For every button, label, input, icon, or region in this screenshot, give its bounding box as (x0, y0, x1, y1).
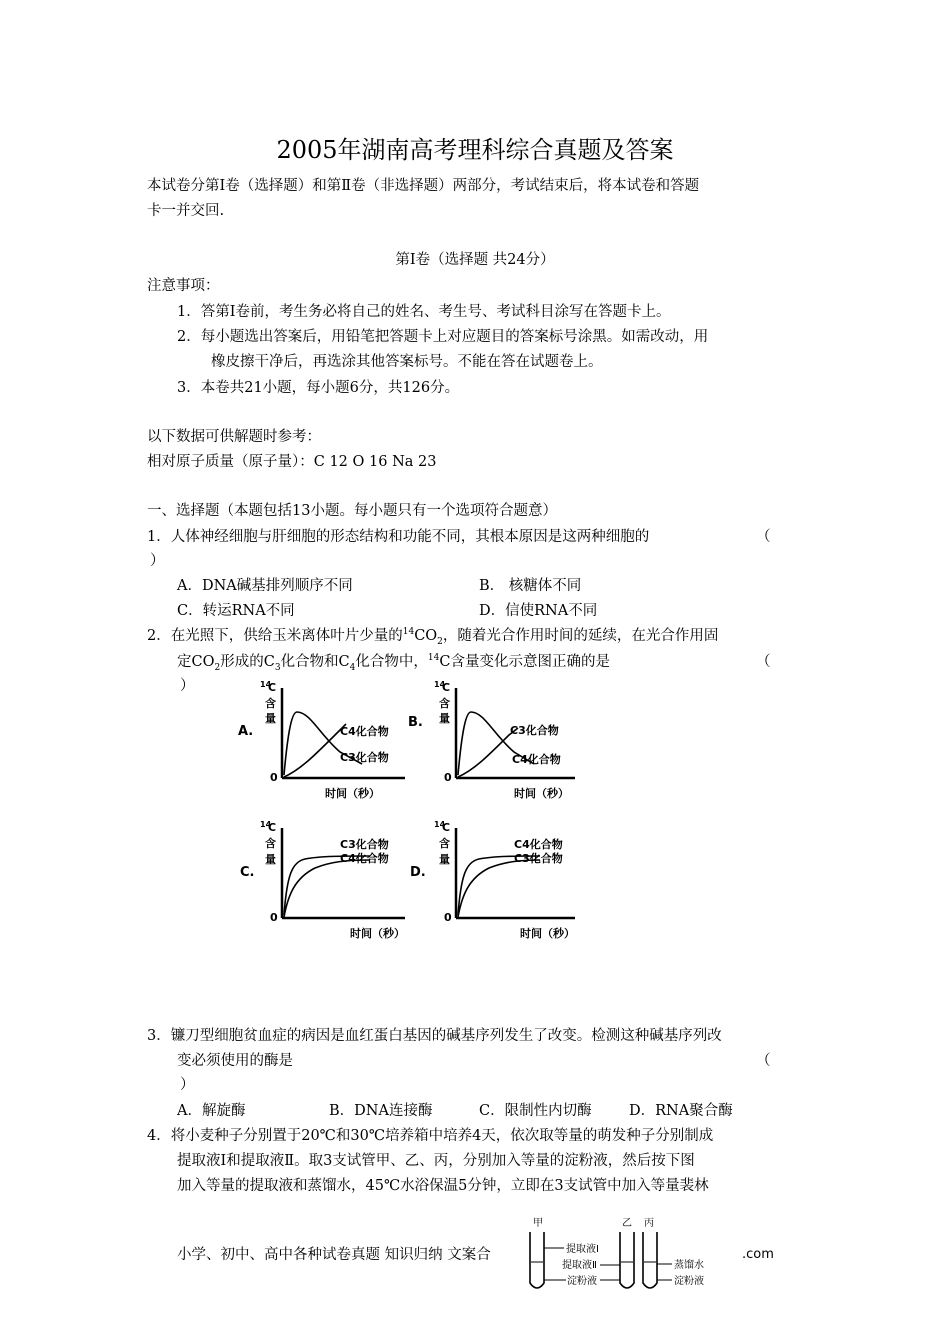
q1-option-b: B． 核糖体不同 (479, 578, 582, 594)
graph-c-label-c3: C3化合物 (340, 838, 389, 851)
graph-d-origin: 0 (444, 911, 452, 924)
test-tube-diagram (530, 1217, 704, 1288)
graph-c-y-liang: 量 (265, 853, 276, 866)
footer-domain: .com (742, 1247, 774, 1262)
graph-b-y-han: 含 (439, 697, 450, 710)
q1-option-a: A．DNA碱基排列顺序不同 (177, 578, 353, 594)
tube-text-starch-right: 淀粉液 (674, 1276, 704, 1287)
graph-d-curve-c3 (458, 860, 540, 917)
notice-item-1: 1．答第Ⅰ卷前，考生务必将自己的姓名、考生号、考试科目涂写在答题卡上。 (177, 304, 671, 320)
graph-c-y-iso: 14 (260, 820, 272, 829)
q4-line-1: 4．将小麦种子分别置于20℃和30℃培养箱中培养4天，依次取等量的萌发种子分别制成 (147, 1128, 714, 1144)
graph-c-curve-c4 (284, 860, 370, 917)
tube-text-starch-left: 淀粉液 (567, 1276, 597, 1287)
graph-c-y-c: C (268, 821, 277, 834)
graph-b-y-c: C (442, 681, 451, 694)
intro-line-1: 本试卷分第Ⅰ卷（选择题）和第Ⅱ卷（非选择题）两部分，考试结束后，将本试卷和答题 (147, 178, 700, 194)
q1-option-c: C．转运RNA不同 (177, 603, 295, 619)
part1-heading: 第Ⅰ卷（选择题 共24分） (395, 252, 555, 268)
q3-stem-line-2: 变必须使用的酶是 (177, 1053, 293, 1069)
q1-paren-close: ） (150, 553, 165, 569)
graph-panel-c (240, 820, 405, 940)
notice-item-3: 3．本卷共21小题，每小题6分，共126分。 (177, 380, 460, 396)
graph-a-label-c4: C4化合物 (340, 725, 389, 738)
graph-c-x-label: 时间（秒） (350, 927, 405, 940)
graph-a-y-iso: 14 (260, 680, 272, 689)
tube-text-extract1: 提取液Ⅰ (566, 1244, 599, 1255)
q1-option-d: D．信使RNA不同 (479, 603, 598, 619)
graph-a-curve-c3 (284, 712, 362, 775)
intro-line-2: 卡一并交回. (147, 203, 225, 219)
q2-paren-open: （ (756, 654, 771, 670)
graph-a-y-liang: 量 (265, 712, 276, 725)
graph-b-label-c3: C3化合物 (510, 724, 559, 737)
q2-stem-line-2: 定$CO_2$形成的$C_3$化合物和$C_4$化合物中，$^{14}$C含量变化示意图正确的是 (177, 653, 610, 673)
q3-option-a: A．解旋酶 (177, 1103, 246, 1119)
graph-a-label-c3: C3化合物 (340, 751, 389, 764)
graph-a-x-label: 时间（秒） (325, 787, 380, 800)
graph-d-y-c: C (442, 821, 451, 834)
q3-stem-line-1: 3．镰刀型细胞贫血症的病因是血红蛋白基因的碱基序列发生了改变。检测这种碱基序列改 (147, 1028, 722, 1044)
reference-line-1: 以下数据可供解题时参考： (147, 429, 321, 445)
graph-d-y-han: 含 (439, 837, 450, 850)
notice-item-2a: 2．每小题选出答案后，用铅笔把答题卡上对应题目的答案标号涂黑。如需改动，用 (177, 329, 709, 345)
notice-item-2b: 橡皮擦干净后，再选涂其他答案标号。不能在答在试题卷上。 (211, 354, 603, 370)
tube-label-jia: 甲 (533, 1218, 543, 1229)
q3-paren-close: ） (180, 1077, 195, 1093)
graph-panel-b (408, 680, 575, 800)
graph-d-y-liang: 量 (439, 853, 450, 866)
graph-d-label-c4: C4化合物 (514, 838, 563, 851)
graph-b-x-label: 时间（秒） (514, 787, 569, 800)
graph-panel-d (410, 820, 575, 940)
tube-jia (530, 1232, 544, 1288)
graph-d-y-iso: 14 (434, 820, 446, 829)
q2-paren-close: ） (180, 678, 195, 694)
graph-c-panel-label: C. (240, 865, 255, 880)
graph-b-panel-label: B. (408, 715, 423, 730)
tube-yi (620, 1232, 634, 1288)
q3-option-b: B．DNA连接酶 (329, 1103, 433, 1119)
q4-line-2: 提取液Ⅰ和提取液Ⅱ。取3支试管甲、乙、丙，分别加入等量的淀粉液，然后按下图 (177, 1153, 695, 1169)
graph-a-curve-c4 (284, 724, 346, 777)
graph-a-origin: 0 (270, 771, 278, 784)
graph-a-y-han: 含 (265, 697, 276, 710)
tube-text-extract2: 提取液Ⅱ (562, 1260, 597, 1271)
graph-b-curve-c3 (458, 728, 518, 777)
footer-text: 小学、初中、高中各种试卷真题 知识归纳 文案合 (177, 1247, 491, 1263)
q1-stem: 1．人体神经细胞与肝细胞的形态结构和功能不同，其根本原因是这两种细胞的 (147, 529, 650, 545)
graph-b-origin: 0 (444, 771, 452, 784)
graph-d-panel-label: D. (410, 865, 426, 880)
tube-text-water: 蒸馏水 (674, 1260, 704, 1271)
q1-paren-open: （ (756, 529, 771, 545)
q3-paren-open: （ (756, 1053, 771, 1069)
tube-label-yi: 乙 (622, 1218, 632, 1229)
q4-line-3: 加入等量的提取液和蒸馏水，45℃水浴保温5分钟，立即在3支试管中加入等量裴林 (177, 1178, 709, 1194)
graph-b-y-iso: 14 (434, 680, 446, 689)
graph-c-y-han: 含 (265, 837, 276, 850)
tube-bing (643, 1232, 657, 1288)
q3-option-d: D．RNA聚合酶 (629, 1103, 733, 1119)
graph-c-origin: 0 (270, 911, 278, 924)
graph-b-label-c4: C4化合物 (512, 753, 561, 766)
graph-d-x-label: 时间（秒） (520, 927, 575, 940)
graph-a-y-c: C (268, 681, 277, 694)
graph-b-y-liang: 量 (439, 712, 450, 725)
graph-d-label-c3: C3化合物 (514, 852, 563, 865)
graph-c-label-c4: C4化合物 (340, 852, 389, 865)
page-title: 2005年湖南高考理科综合真题及答案 (276, 136, 674, 164)
graph-panel-a (238, 680, 405, 800)
reference-line-2: 相对原子质量（原子量）：C 12 O 16 Na 23 (147, 454, 437, 470)
q3-option-c: C．限制性内切酶 (479, 1103, 592, 1119)
section-heading: 一、选择题（本题包括13小题。每小题只有一个选项符合题意） (147, 503, 557, 519)
q2-stem-line-1: 2．在光照下，供给玉米离体叶片少量的$^{14}CO_2$，随着光合作用时间的延续，在光合作用固 (147, 627, 719, 647)
notice-heading: 注意事项： (147, 278, 220, 294)
tube-label-bing: 丙 (644, 1218, 654, 1229)
graph-a-panel-label: A. (238, 724, 254, 739)
